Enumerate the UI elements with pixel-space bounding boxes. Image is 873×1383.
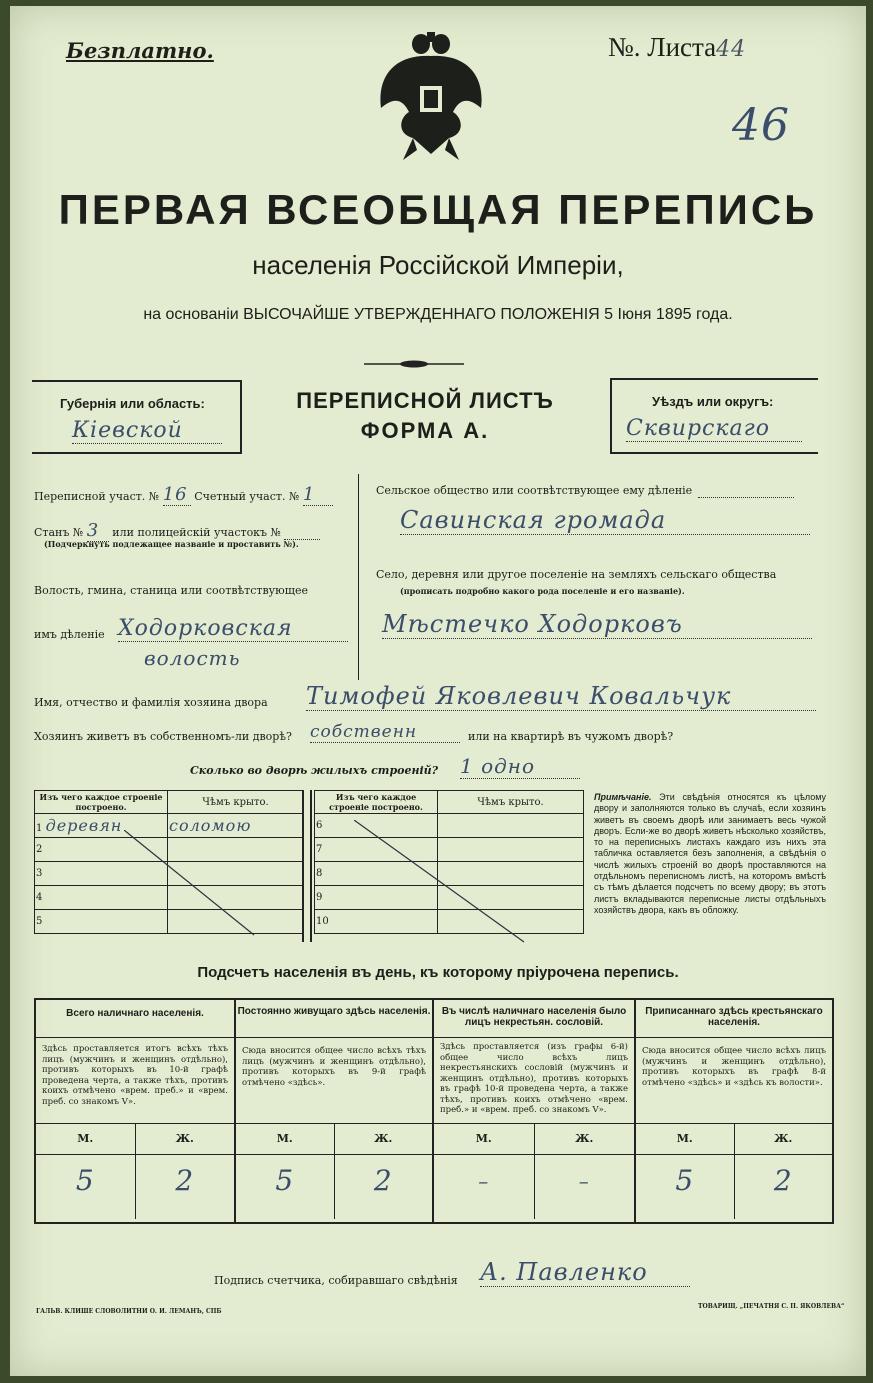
f-value: 2 [175,1164,195,1197]
sheet-number-label [608,32,746,63]
mf-header [434,1124,634,1155]
buildings-value: 1 одно [460,754,580,779]
owner-lives-value: собственн [310,722,460,743]
note-block [594,792,826,916]
count-col-head: Постоянно живущаго здѣсь населенія. [236,1000,432,1038]
row-roof: соломою [168,814,304,838]
count-col-desc: Сюда вносится общее число всѣхъ тѣхъ лицъ (мужчинъ и женщинъ отдѣльно), противъ которыхъ въ 9-й графѣ отмѣчено «здѣсь». [236,1038,432,1124]
row-number: 10 [315,910,438,934]
f-value: – [578,1169,590,1193]
mf-values [636,1155,832,1219]
count-col-head: Приписаннаго здѣсь крестьянскаго населенія. [636,1000,832,1038]
mf-header [236,1124,432,1155]
form-type: ФОРМА А. [360,418,490,443]
strike-line [124,830,264,940]
row-number: 2 [35,838,168,862]
district-box [610,378,818,454]
note-title: Примѣчаніе. [594,792,652,802]
row-number: 8 [315,862,438,886]
district-label: Уѣздъ или округъ: [652,394,774,409]
stan-label: Станъ № [34,526,84,539]
buildings-label: Сколько во дворѣ жилыхъ строеній? [190,764,439,777]
village-label: Село, деревня или другое поселеніе на земляхъ сельскаго общества [376,568,777,581]
col-material-head: Изъ чего каждое строеніе построено. [35,791,168,814]
signature-value: А. Павленко [480,1258,690,1287]
f-value: 2 [773,1164,793,1197]
m-label: М. [236,1124,335,1154]
census-district-field [34,484,333,506]
f-label: Ж. [575,1132,594,1145]
district-value: Сквирскаго [626,416,802,442]
count-col [36,1000,236,1222]
society-label [376,484,816,498]
col-roof-head: Чѣмъ крыто. [168,791,304,814]
society-label-text: Сельское общество или соотвѣтствующее ему дѣленіе [376,484,693,497]
row-number: 5 [35,910,168,934]
mf-values [36,1155,234,1219]
count-col [236,1000,434,1222]
column-divider [358,474,359,680]
m-label: М. [434,1124,535,1154]
mf-values [434,1155,634,1219]
row-material: деревян [45,816,123,835]
footer-left: ГАЛЬВ. КЛИШЕ СЛОВОЛИТНИ О. И. ЛЕМАНЪ, СПБ [36,1308,222,1315]
count-title: Подсчетъ населенія въ день, къ которому пріурочена перепись. [197,964,679,981]
footer-right: ТОВАРИЩ. „ПЕЧАТНЯ С. П. ЯКОВЛЕВА“ [698,1303,845,1310]
census-district-label: Переписной участ. № [34,490,160,503]
archive-number: 46 [732,100,790,151]
police-value [284,526,320,540]
buildings-table-right [314,790,584,942]
stan-value: 3 [87,520,109,542]
underline-note: (Подчеркнуть подлежащее названіе и проставить №). [44,539,299,549]
census-district-value: 16 [163,484,191,506]
mf-header [36,1124,234,1155]
counting-district-value: 1 [303,484,333,506]
owner-name-label: Имя, отчество и фамилія хозяина двора [34,696,268,709]
row-number: 4 [35,886,168,910]
free-label: Безплатно. [66,38,214,63]
row-number: 9 [315,886,438,910]
count-col-desc: Здѣсь проставляется итогъ всѣхъ тѣхъ лицъ (мужчинъ и женщинъ отдѣльно), противъ которыхъ въ 10-й графѣ проведена черта, а также тѣхъ, противъ коихъ отмѣчено «врем. преб.» и «врем. преб. со знакомъ V». [36,1038,234,1124]
col-material-head-2: Изъ чего каждое строеніе построено. [315,791,438,814]
count-col-head: Всего наличнаго населенія. [36,1000,234,1038]
society-value: Савинская громада [400,506,810,535]
row-number: 6 [315,814,438,838]
f-label: Ж. [175,1132,194,1145]
village-note: (прописать подробно какого рода поселеніе и его названіе). [400,586,685,596]
row-number: 1 [36,823,43,834]
regulation-basis: на основаніи ВЫСОЧАЙШЕ УТВЕРЖДЕННАГО ПОЛОЖЕНІЯ 5 Іюня 1895 года. [143,306,733,323]
society-line [698,484,794,498]
volost-value: Ходорковская [118,616,348,642]
m-label: М. [36,1124,136,1154]
table-separator [302,790,312,942]
ornament-divider [364,353,464,361]
main-title: ПЕРВАЯ ВСЕОБЩАЯ ПЕРЕПИСЬ [58,186,818,233]
owner-lives-label: Хозяинъ живетъ въ собственномъ-ли дворѣ? [34,730,292,743]
volost-value-2: волость [144,646,241,670]
m-value: 5 [636,1155,735,1219]
village-value: Мѣстечко Ходорковъ [382,610,812,639]
mf-values [236,1155,432,1219]
note-text: Эти свѣдѣнія относятся къ цѣлому двору и заполняются только въ случаѣ, если хозяинъ живетъ въ своемъ дворѣ или занимаетъ весь чужой дворъ. Если-же во дворѣ живетъ нѣсколько хозяйствъ, то на переписныхъ листахъ каждаго изъ нихъ эта табличка оставляется безъ заполненія, а свѣдѣнія о числѣ жилыхъ строеній во дворѣ проставляются на отдѣльномъ переписномъ листѣ, на которомъ вмѣстѣ съ тѣмъ дѣлается подсчетъ по всему двору; въ этотъ листъ вкладываются переписные листы отдѣльныхъ хозяйствъ двора, какъ въ обложку. [594,792,826,915]
province-box [32,380,242,454]
strike-line [354,820,534,944]
sheet-number-value: 44 [716,37,747,62]
subtitle: населенія Россійской Имперіи, [252,250,624,280]
form-title-box [240,378,610,454]
count-col-desc: Сюда вносится общее число всѣхъ лицъ (мужчинъ и женщинъ отдѣльно), противъ которыхъ въ графѣ 8-й отмѣчено «здѣсь» и «здѣсь къ волости». [636,1038,832,1124]
buildings-table-left [34,790,304,942]
count-col [636,1000,832,1222]
f-label: Ж. [374,1132,393,1145]
row-number: 3 [35,862,168,886]
form-title: ПЕРЕПИСНОЙ ЛИСТЪ [296,388,554,413]
apartment-label: или на квартирѣ въ чужомъ дворѣ? [468,730,674,743]
volost-label-2: имъ дѣленіе [34,628,105,641]
police-label: или полицейскій участокъ № [112,526,281,539]
count-col-desc: Здѣсь проставляется (изъ графы 6-й) общее число всѣхъ лицъ некрестьянскихъ сословій (мужчинъ и женщинъ отдѣльно), противъ которыхъ въ графѣ 10-й проведена черта, а также тѣхъ, противъ коихъ отмѣчено «врем. преб.» и «врем. преб. со знакомъ V». [434,1038,634,1124]
m-label: М. [636,1124,735,1154]
m-value: – [434,1155,535,1219]
census-sheet [10,6,866,1376]
m-value: 5 [236,1155,335,1219]
signature-label: Подпись счетчика, собиравшаго свѣдѣнія [214,1274,458,1287]
volost-label: Волость, гмина, станица или соотвѣтствующее [34,584,308,597]
imperial-eagle-emblem [373,26,489,166]
mf-header [636,1124,832,1155]
m-value: 5 [36,1155,136,1219]
col-roof-head-2: Чѣмъ крыто. [438,791,584,814]
count-table [34,998,834,1224]
f-value: 2 [373,1164,393,1197]
owner-name-value: Тимофей Яковлевич Ковальчук [306,682,816,711]
sheet-number-text: №. Листа [608,32,717,62]
count-col-head: Въ числѣ наличнаго населенія было лицъ некрестьян. сословій. [434,1000,634,1038]
province-value: Кіевской [72,418,222,444]
f-label: Ж. [774,1132,793,1145]
count-col [434,1000,636,1222]
province-label: Губернія или область: [60,396,205,411]
counting-district-label: Счетный участ. № [194,490,300,503]
row-number: 7 [315,838,438,862]
